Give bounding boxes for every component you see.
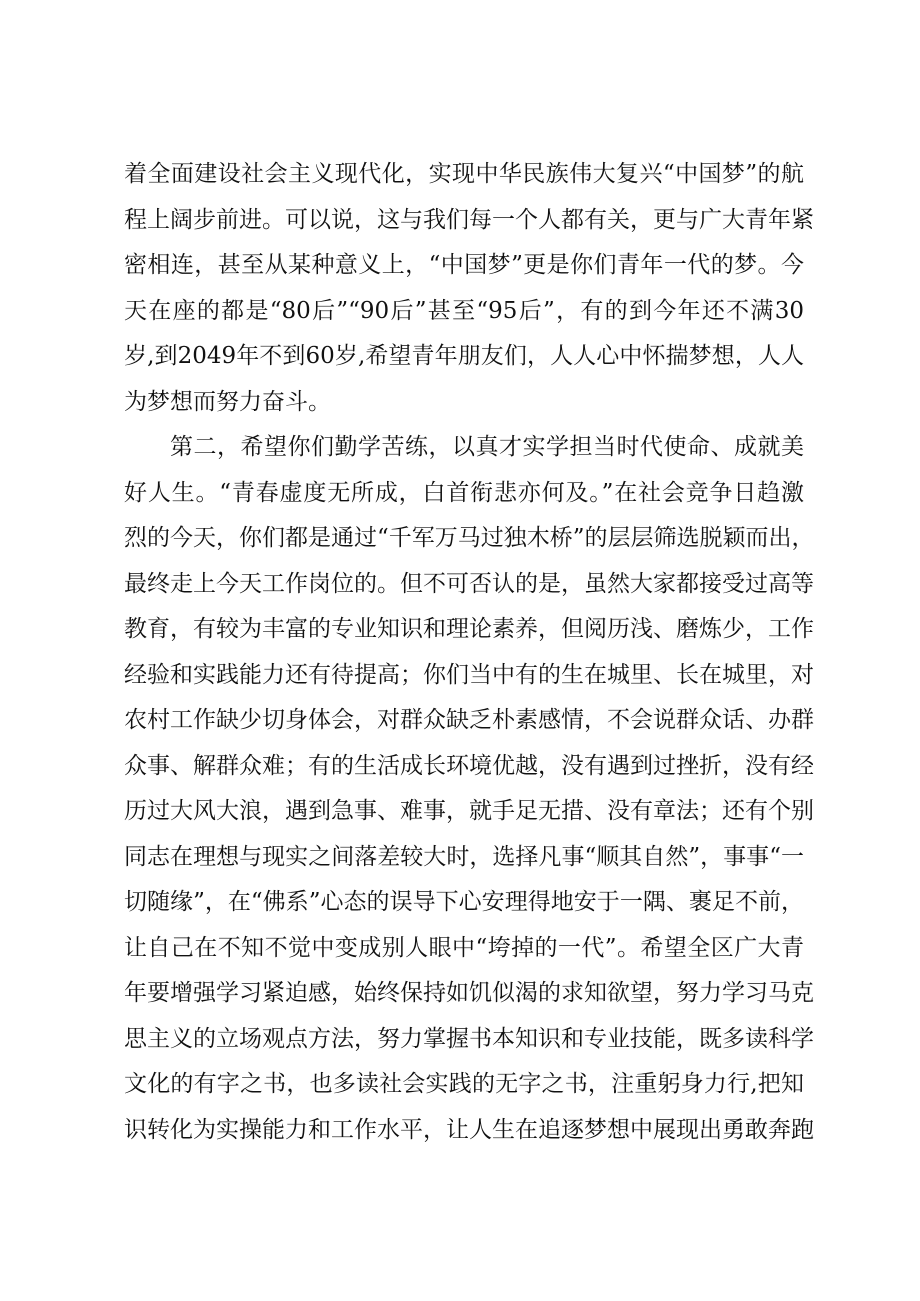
text-line: 最终走上今天工作岗位的。但不可否认的是，虽然大家都接受过高等 xyxy=(124,570,814,597)
text-line: 天在座的都是“80后”“90后”甚至“95后”，有的到今年还不满30 xyxy=(124,297,804,324)
text-line: 密相连，甚至从某种意义上，“中国梦”更是你们青年一代的梦。今 xyxy=(124,252,804,278)
text-line: 烈的今天，你们都是通过“千军万马过独木桥”的层层筛选脱颖而出， xyxy=(124,525,815,551)
body-text xyxy=(124,152,815,1153)
text-line: 历过大风大浪，遇到急事、难事，就手足无措、没有章法；还有个别 xyxy=(124,798,814,824)
text-line: 切随缘”，在“佛系”心态的误导下心安理得地安于一隅、裹足不前， xyxy=(124,889,804,915)
text-line: 岁,到2049年不到60岁,希望青年朋友们，人人心中怀揣梦想，人人 xyxy=(124,343,804,369)
text-line: 年要增强学习紧迫感，始终保持如饥似渴的求知欲望，努力学习马克 xyxy=(124,980,814,1006)
text-line: 思主义的立场观点方法，努力掌握书本知识和专业技能，既多读科学 xyxy=(124,1025,814,1052)
text-line: 教育，有较为丰富的专业知识和理论素养，但阅历浅、磨炼少，工作 xyxy=(124,616,814,642)
text-line: 众事、解群众难；有的生活成长环境优越，没有遇到过挫折，没有经 xyxy=(124,752,814,779)
text-line: 农村工作缺少切身体会，对群众缺乏朴素感情，不会说群众话、办群 xyxy=(124,707,814,733)
text-line: 经验和实践能力还有待提高；你们当中有的生在城里、长在城里，对 xyxy=(124,661,814,688)
text-line: 让自己在不知不觉中变成别人眼中“垮掉的一代”。希望全区广大青 xyxy=(124,934,804,961)
text-line: 为梦想而努力奋斗。 xyxy=(124,388,331,415)
text-line: 着全面建设社会主义现代化，实现中华民族伟大复兴“中国梦”的航 xyxy=(124,161,804,187)
text-line: 同志在理想与现实之间落差较大时，选择凡事“顺其自然”，事事“一 xyxy=(124,843,804,870)
text-line: 程上阔步前进。可以说，这与我们每一个人都有关，更与广大青年紧 xyxy=(124,206,814,233)
text-line: 文化的有字之书，也多读社会实践的无字之书，注重躬身力行,把知 xyxy=(124,1071,804,1097)
text-line: 好人生。“青春虚度无所成，白首衔悲亦何及。”在社会竞争日趋激 xyxy=(124,479,804,506)
text-line: 识转化为实操能力和工作水平，让人生在追逐梦想中展现出勇敢奔跑 xyxy=(124,1116,814,1143)
text-line: 第二，希望你们勤学苦练，以真才实学担当时代使命、成就美 xyxy=(170,434,804,460)
paragraph-2 xyxy=(124,425,815,1153)
paragraph-1 xyxy=(124,152,814,425)
